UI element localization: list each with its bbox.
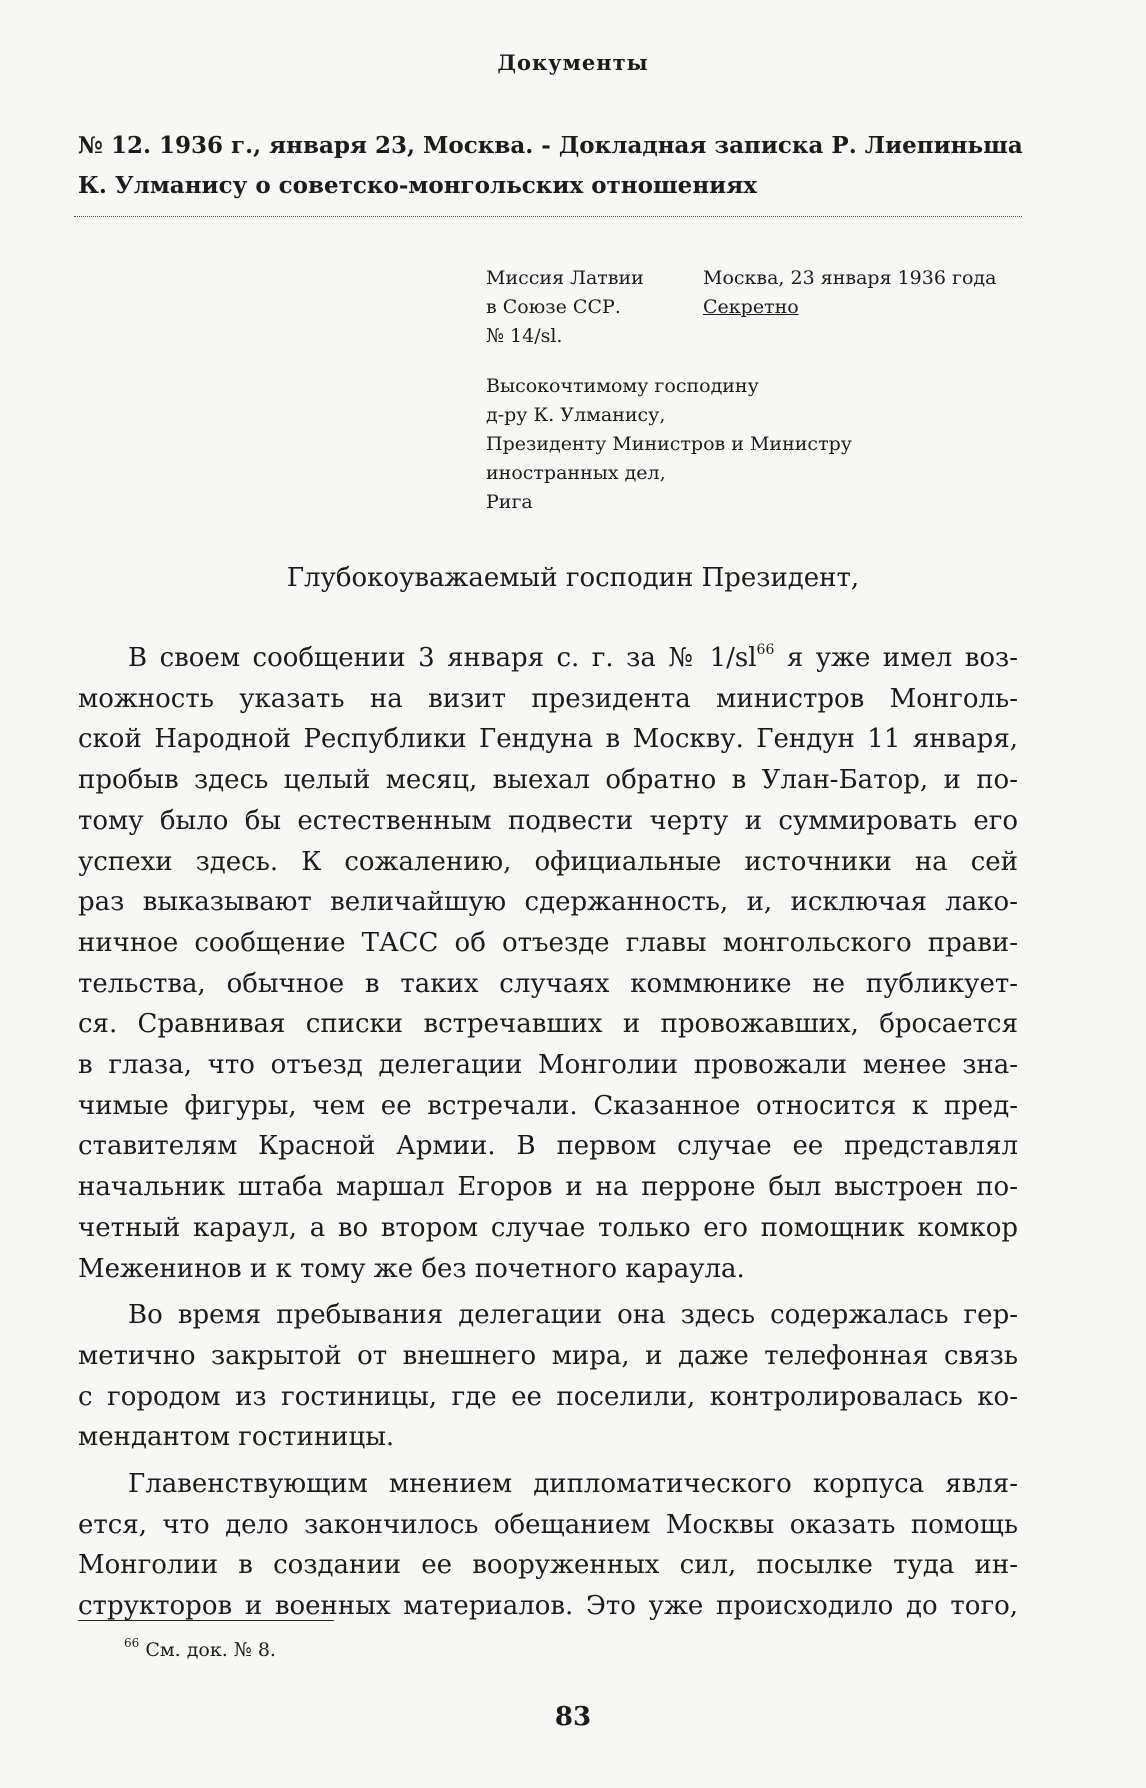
text-line: метично закрытой от внешнего мира, и даже телефонная связь [78,1340,1018,1371]
text-line: ся. Сравнивая списки встречавших и провожавших, бросается [78,1009,1018,1040]
text-line: начальник штаба маршал Егоров и на перроне был выстроен по- [78,1172,1018,1203]
text-line: раз выказывают величайшую сдержанность, и, исключая лако- [78,887,1018,918]
text-line: Главенствующим мнением дипломатического корпуса явля- [128,1469,1018,1500]
text-fragment: В своем сообщении 3 января с. г. за № 1/sl [128,643,757,673]
text-line: четный караул, а во втором случае только его помощник комкор [78,1212,1018,1243]
paragraph-3 [78,1464,1018,1627]
classification-mark: Секретно [703,296,799,318]
dotted-separator [74,216,1022,217]
recipient-line: иностранных дел, [486,462,666,484]
recipient-line: Высокочтимому господину [486,375,759,397]
text-line: с городом из гостиницы, где ее поселили, контролировалась ко- [78,1381,1018,1412]
recipient-line: Рига [486,491,533,513]
recipient-block [486,372,852,517]
text-line: структоров и военных материалов. Это уже происходило до того, [78,1591,1018,1622]
paragraph-2 [78,1295,1018,1458]
text-line: чимые фигуры, чем ее встречали. Сказанное относится к пред- [78,1090,1018,1121]
document-heading [78,126,1023,206]
heading-line-2: К. Улманису о советско-монгольских отношениях [78,172,757,199]
sender-line: в Союзе ССР. [486,296,621,318]
text-line: Меженинов и к тому же без почетного караула. [78,1253,745,1284]
text-line: тельства, обычное в таких случаях коммюнике не публикует- [78,968,1018,999]
salutation: Глубокоуважаемый господин Президент, [286,563,860,593]
footnote [124,1636,276,1664]
text-line: ничное сообщение ТАСС об отъезде главы монгольского прави- [78,927,1018,958]
text-line: тому было бы естественным подвести черту и суммировать его [78,805,1018,836]
text-line: Во время пребывания делегации она здесь содержалась гер- [128,1300,1018,1331]
recipient-line: Президенту Министров и Министру [486,433,852,455]
running-head: Документы [497,50,649,75]
sender-line: № 14/sl. [486,325,563,347]
date-block [703,264,996,322]
letter-body [78,638,1018,1633]
text-line: Монголии в создании ее вооруженных сил, посылке туда ин- [78,1550,1018,1581]
place-date: Москва, 23 января 1936 года [703,267,997,289]
text-line: ской Народной Республики Гендуна в Москву. Гендун 11 января, [78,724,1018,755]
text-line: в глаза, что отъезд делегации Монголии провожали менее зна- [78,1050,1018,1081]
heading-line-1: № 12. 1936 г., января 23, Москва. - Докладная записка Р. Лиепиньша [78,132,1023,159]
text-line: ется, что дело закончилось обещанием Москвы оказать помощь [78,1509,1018,1540]
text-line: ставителям Красной Армии. В первом случае ее представлял [78,1131,1018,1162]
sender-block [486,264,644,351]
recipient-line: д-ру К. Улманису, [486,404,666,426]
page-number: 83 [554,1702,592,1732]
footnote-text: См. док. № 8. [139,1639,276,1661]
sender-line: Миссия Латвии [486,267,644,289]
footnote-number: 66 [124,1635,140,1650]
paragraph-1 [78,638,1018,1289]
footnote-rule [78,1620,334,1621]
text-fragment: я уже имел воз- [774,643,1018,673]
text-line: можность указать на визит президента министров Монголь- [78,683,1018,714]
footnote-ref: 66 [756,642,775,659]
text-line: пробыв здесь целый месяц, выехал обратно в Улан-Батор, и по- [78,765,1018,796]
text-line: успехи здесь. К сожалению, официальные источники на сей [78,846,1018,877]
text-line [78,638,1018,679]
text-line: мендантом гостиницы. [78,1422,395,1453]
